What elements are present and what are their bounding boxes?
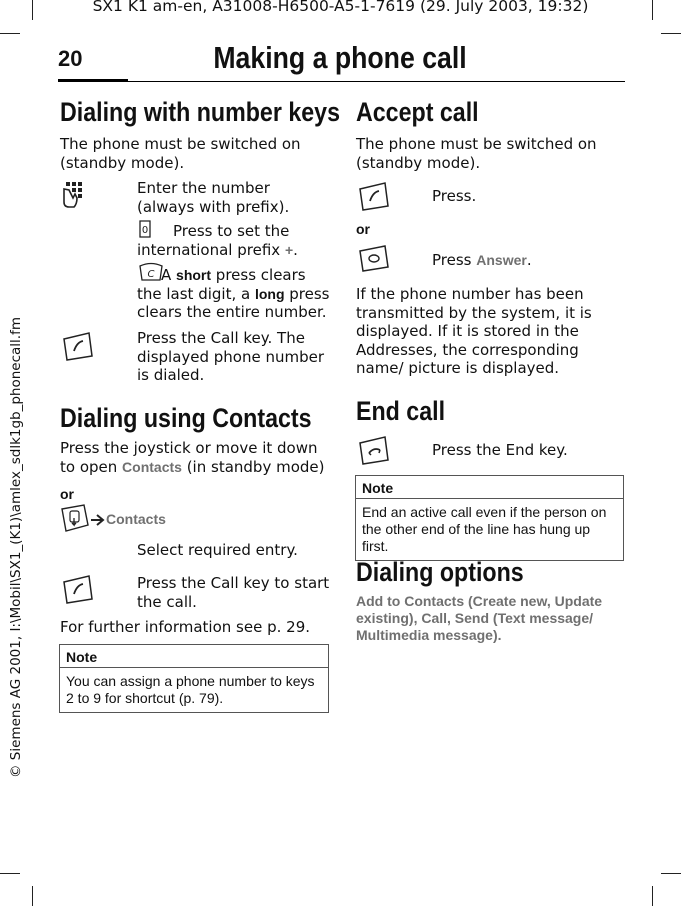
dialing-options-list: Add to Contacts (Create new, Update existing), Call, Send (Text message/ Multimedia message). <box>356 593 603 643</box>
note-text: End an active call even if the person on the other end of the line has hung up first. <box>362 504 607 554</box>
note-box-left <box>59 644 329 713</box>
accept-intro: The phone must be switched on (standby mode). <box>356 135 597 172</box>
press-answer-b: . <box>526 251 532 269</box>
section-title-accept-call: Accept call <box>356 97 479 127</box>
side-file-note: © Siemens AG 2001, I:\Mobil\SX1_(K1)\amlex_sdlk1gb_phonecall.fm <box>8 317 24 778</box>
prefix-text: Press to set the international prefix <box>137 222 290 259</box>
answer-label: Answer <box>476 252 527 268</box>
press-text: Press. <box>432 187 477 205</box>
short-label: short <box>176 267 212 283</box>
svg-text:C: C <box>147 269 155 280</box>
intro-text: The phone must be switched on (standby mode). <box>60 135 301 172</box>
select-entry-text: Select required entry. <box>137 541 298 559</box>
plus-symbol: + <box>284 241 294 258</box>
note-text: You can assign a phone number to keys 2 to 9 for shortcut (p. 79). <box>66 673 315 706</box>
header-rule <box>128 81 625 82</box>
call-key-icon <box>357 180 391 212</box>
running-header: SX1 K1 am-en, A31008-H6500-A5-1-7619 (29. July 2003, 19:32) <box>92 0 589 15</box>
clear-text-a: A <box>161 266 177 284</box>
step-clear-digits <box>137 266 332 322</box>
step-international-prefix: Press to set the international prefix +. <box>137 222 298 259</box>
clear-text-c: press clears the entire number. <box>137 284 330 321</box>
or-label: or <box>60 486 74 502</box>
call-start-text: Press the Call key to start the call. <box>137 574 330 611</box>
contacts-menu-label: Contacts <box>106 511 166 527</box>
section-title-number-keys: Dialing with number keys <box>60 97 340 127</box>
press-end-text: Press the End key. <box>432 441 568 459</box>
menu-arrow-icon <box>90 514 104 526</box>
header-rule-thick <box>58 79 128 82</box>
softkey-icon <box>357 243 391 273</box>
press-answer-text <box>432 251 622 270</box>
press-answer-a: Press <box>432 251 477 269</box>
step-enter-number: Enter the number (always with prefix). <box>137 179 290 216</box>
or-label-right: or <box>356 221 370 237</box>
section-title-contacts: Dialing using Contacts <box>60 403 312 433</box>
further-info: For further information see p. 29. <box>60 618 311 636</box>
page-number: 20 <box>58 46 83 71</box>
step-call-key: Press the Call key. The displayed phone number is dialed. <box>137 329 325 384</box>
contacts-intro-a: Press the joystick or move it down to open <box>60 439 318 476</box>
note-box-right <box>355 475 624 561</box>
joystick-icon <box>60 503 92 535</box>
keypad-icon <box>61 180 91 210</box>
page-title: Making a phone call <box>213 40 467 75</box>
contacts-intro <box>60 439 332 476</box>
call-key-icon <box>61 330 95 362</box>
note-heading: Note <box>356 476 623 499</box>
caller-info-text: If the phone number has been transmitted by the system, it is displayed. If it is stored in the Addresses, the corresponding name/ picture is displayed. <box>356 285 592 377</box>
long-label: long <box>254 285 285 302</box>
end-key-icon <box>357 434 391 466</box>
note-heading: Note <box>60 645 328 668</box>
clear-text-b: press clears the last digit, a <box>137 266 306 303</box>
call-key-icon <box>61 573 95 605</box>
svg-text:0: 0 <box>141 225 149 236</box>
section-title-dialing-options: Dialing options <box>356 557 524 587</box>
section-title-end-call: End call <box>356 396 446 426</box>
contacts-label: Contacts <box>122 458 182 475</box>
contacts-intro-b: (in standby mode) <box>181 457 325 476</box>
